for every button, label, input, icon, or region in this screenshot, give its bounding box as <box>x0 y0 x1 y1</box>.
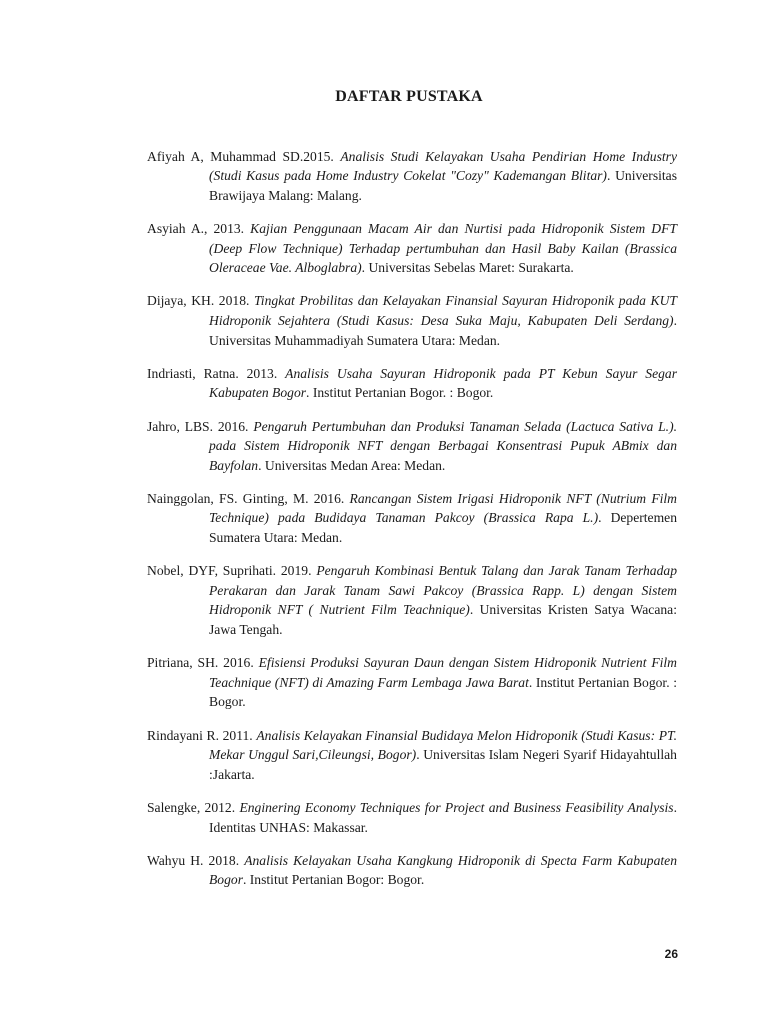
reference-author: Asyiah A., 2013. <box>147 220 245 236</box>
reference-publisher: . Depertemen Sumatera Utara: Medan. <box>209 510 677 546</box>
reference-title: Kajian Penggunaan Macam Air dan Nurtisi pada Hidroponik Sistem DFT (Deep Flow Technique) Terhadap pertumbuhan dan Hasil Baby Kailan (Brassica Oleraceae Vae. Alboglabra) <box>209 220 677 276</box>
reference-publisher: . Universitas Muhammadiyah Sumatera Utara: Medan. <box>209 312 677 348</box>
page-number: 26 <box>664 947 678 961</box>
reference-item <box>147 726 677 785</box>
reference-author: Rindayani R. 2011. <box>147 727 253 743</box>
reference-item <box>147 851 677 890</box>
reference-title: Analisis Studi Kelayakan Usaha Pendirian Home Industry (Studi Kasus pada Home Industry Cokelat "Cozy" Kademangan Blitar) <box>209 148 677 184</box>
reference-author: Nobel, DYF, Suprihati. 2019. <box>147 563 312 579</box>
reference-title: Tingkat Probilitas dan Kelayakan Finansial Sayuran Hidroponik pada KUT Hidroponik Sejahtera (Studi Kasus: Desa Suka Maju, Kabupaten Deli Serdang) <box>209 293 677 328</box>
reference-title: Analisis Usaha Sayuran Hidroponik pada PT Kebun Sayur Segar Kabupaten Bogor <box>209 365 677 401</box>
reference-item <box>147 798 677 837</box>
reference-publisher: . Institut Pertanian Bogor. : Bogor. <box>306 385 494 401</box>
reference-item <box>147 489 677 548</box>
reference-item <box>147 653 677 712</box>
reference-item <box>147 561 677 639</box>
reference-author: Indriasti, Ratna. 2013. <box>147 365 278 381</box>
reference-publisher: . Institut Pertanian Bogor. : Bogor. <box>209 674 677 710</box>
reference-author: Pitriana, SH. 2016. <box>147 655 254 671</box>
reference-item <box>147 291 677 350</box>
reference-item <box>147 417 677 476</box>
page-title: DAFTAR PUSTAKA <box>335 88 483 105</box>
reference-title: Pengaruh Kombinasi Bentuk Talang dan Jarak Tanam Terhadap Perakaran dan Jarak Tanam Sawi Pakcoy (Brassica Rapp. L) dengan Sistem Hidroponik NFT ( Nutrient Film Teachnique) <box>209 563 677 618</box>
reference-title: Efisiensi Produksi Sayuran Daun dengan Sistem Hidroponik Nutrient Film Teachnique (NFT) di Amazing Farm Lembaga Jawa Barat <box>209 655 677 690</box>
reference-item <box>147 364 677 403</box>
reference-author: Dijaya, KH. 2018. <box>147 293 250 309</box>
reference-author: Afiyah A, Muhammad SD.2015. <box>147 148 334 164</box>
reference-publisher: . Universitas Islam Negeri Syarif Hidayahtullah :Jakarta. <box>209 747 677 782</box>
reference-publisher: . Universitas Brawijaya Malang: Malang. <box>209 168 677 203</box>
reference-publisher: . Institut Pertanian Bogor: Bogor. <box>242 872 425 888</box>
reference-title: Pengaruh Pertumbuhan dan Produksi Tanaman Selada (Lactuca Sativa L.). pada Sistem Hidroponik NFT dengan Berbagai Konsentrasi Pupuk ABmix dan Bayfolan <box>209 418 677 473</box>
reference-item <box>147 147 677 206</box>
reference-publisher: . Universitas Sebelas Maret: Surakarta. <box>361 260 574 276</box>
reference-author: Nainggolan, FS. Ginting, M. 2016. <box>147 490 345 506</box>
reference-title: Analisis Kelayakan Usaha Kangkung Hidroponik di Specta Farm Kabupaten Bogor <box>209 852 677 888</box>
reference-author: Salengke, 2012. <box>147 799 236 815</box>
reference-author: Jahro, LBS. 2016. <box>147 418 249 434</box>
reference-item <box>147 219 677 278</box>
reference-title: Enginering Economy Techniques for Project and Business Feasibility Analysis <box>239 799 674 815</box>
reference-list <box>147 133 677 904</box>
reference-publisher: . Universitas Kristen Satya Wacana: Jawa Tengah. <box>209 602 677 638</box>
reference-publisher: . Universitas Medan Area: Medan. <box>258 457 446 473</box>
reference-publisher: . Identitas UNHAS: Makassar. <box>209 799 677 835</box>
reference-author: Wahyu H. 2018. <box>147 852 240 868</box>
reference-title: Analisis Kelayakan Finansial Budidaya Melon Hidroponik (Studi Kasus: PT. Mekar Unggul Sari,Cileungsi, Bogor) <box>209 727 677 763</box>
reference-title: Rancangan Sistem Irigasi Hidroponik NFT (Nutrium Film Technique) pada Budidaya Tanaman Pakcoy (Brassica Rapa L.) <box>209 490 677 526</box>
